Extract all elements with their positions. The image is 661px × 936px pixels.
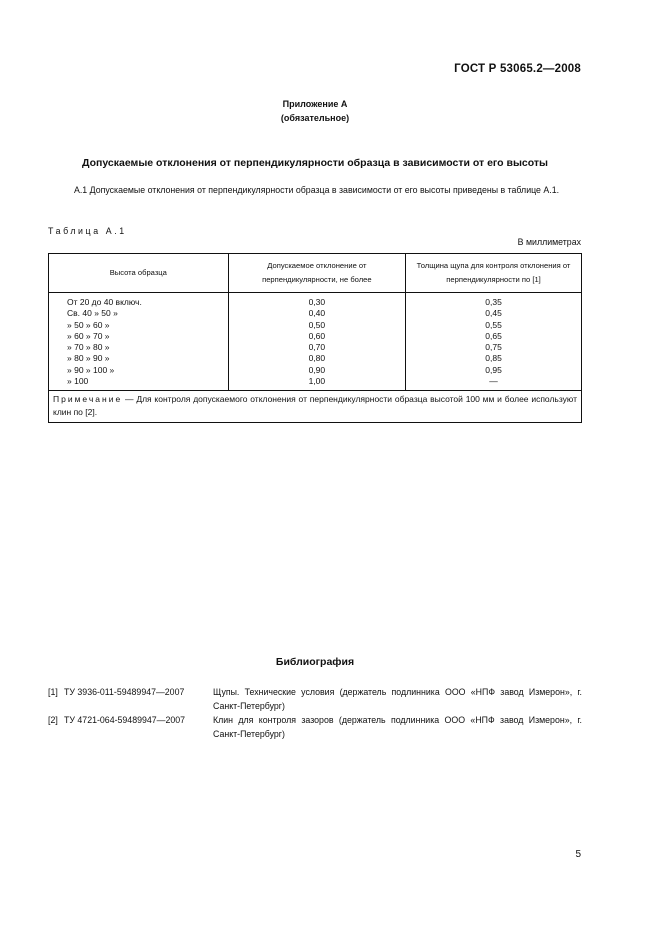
table-cell-height: » 70 » 80 » — [67, 342, 110, 353]
table-cell-deviation: 0,30 — [308, 297, 326, 307]
header-deviation: Допускаемое отклонение от перпендикулярности, не более — [228, 254, 405, 293]
tolerance-table — [48, 253, 582, 423]
table-cell-deviation: 0,80 — [308, 353, 326, 364]
table-cell-height: » 50 » 60 » — [67, 319, 110, 330]
table-cell-deviation: 0,60 — [308, 330, 326, 341]
table-cell-probe: 0,55 — [485, 319, 502, 330]
appendix-subtitle: (обязательное) — [280, 113, 350, 123]
table-cell-deviation: 0,90 — [308, 364, 326, 375]
table-cell-deviation: 0,50 — [308, 319, 326, 330]
note-text: — Для контроля допускаемого отклонения от перпендикулярности образца высотой 100 мм и более используют клин по [2]. — [53, 394, 577, 418]
table-cell-height: » 60 » 70 » — [67, 330, 110, 341]
note-label: Примечание — [53, 394, 123, 405]
bibliography-title: Библиография — [275, 656, 355, 668]
reference-text: Щупы. Технические условия (держатель подлинника ООО «НПФ завод Измерон», г. Санкт-Петербург) — [213, 687, 582, 711]
table-cell-height: » 90 » 100 » — [67, 364, 115, 375]
table-cell-probe: 0,35 — [485, 297, 502, 307]
height-column — [49, 293, 229, 391]
header-probe: Толщина щупа для контроля отклонения от перпендикулярности по [1] — [406, 254, 582, 293]
table-cell-probe: 0,95 — [485, 364, 502, 375]
table-cell-deviation: 0,40 — [308, 308, 326, 319]
reference-code: ТУ 3936-011-59489947—2007 — [64, 687, 185, 697]
table-cell-height: » 80 » 90 » — [67, 353, 110, 364]
reference-number: [1] — [48, 687, 58, 697]
table-cell-probe: 0,75 — [485, 342, 502, 353]
section-title: Допускаемые отклонения от перпендикулярности образца в зависимости от его высоты — [81, 157, 549, 169]
table-cell-probe: 0,85 — [485, 353, 502, 364]
table-cell-probe: 0,45 — [485, 308, 502, 319]
table-cell-probe: — — [489, 376, 498, 387]
table-cell-height: Св. 40 » 50 » — [67, 308, 118, 319]
table-cell-height: От 20 до 40 включ. — [67, 297, 142, 307]
header-height: Высота образца — [49, 254, 229, 293]
bibliography-item — [48, 713, 582, 741]
probe-column — [406, 293, 582, 391]
appendix-heading — [0, 97, 630, 125]
reference-number: [2] — [48, 715, 58, 725]
bibliography-item — [48, 685, 582, 713]
table-cell-deviation: 1,00 — [308, 376, 326, 387]
table-cell-deviation: 0,70 — [308, 342, 326, 353]
deviation-column — [228, 293, 405, 391]
reference-text: Клин для контроля зазоров (держатель подлинника ООО «НПФ завод Измерон», г. Санкт-Петербург) — [213, 715, 582, 739]
page-number: 5 — [575, 849, 581, 860]
table-units: В миллиметрах — [517, 237, 581, 247]
table-cell-probe: 0,65 — [485, 330, 502, 341]
table-note — [49, 391, 582, 423]
reference-code: ТУ 4721-064-59489947—2007 — [64, 715, 186, 725]
section-paragraph: А.1 Допускаемые отклонения от перпендикулярности образца в зависимости от его высоты приведены в таблице А.1. — [74, 185, 560, 195]
appendix-title: Приложение А — [282, 99, 348, 109]
table-caption: Таблица А.1 — [48, 226, 127, 236]
table-cell-height: » 100 — [67, 376, 89, 387]
document-code: ГОСТ Р 53065.2—2008 — [454, 63, 581, 75]
